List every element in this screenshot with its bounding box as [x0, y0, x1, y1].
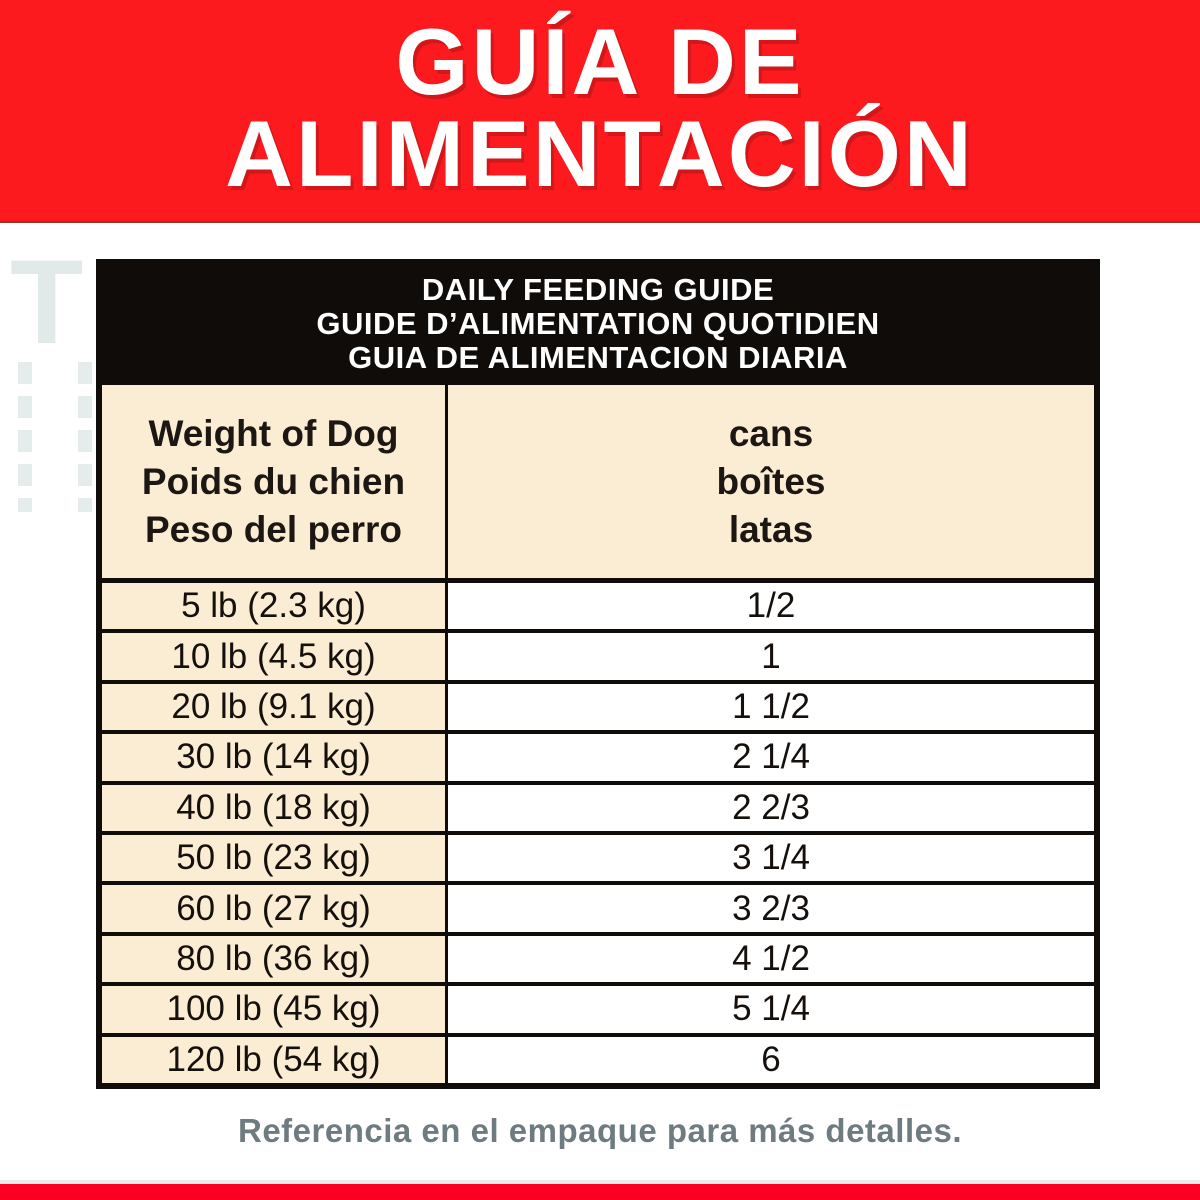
bottom-red-strip — [0, 1180, 1200, 1200]
cans-cell: 1 — [448, 633, 1094, 679]
column-header-cans — [448, 385, 1094, 578]
table-body — [102, 583, 1094, 1083]
cans-cell: 1/2 — [448, 583, 1094, 629]
table-row — [102, 982, 1094, 1032]
table-row — [102, 1033, 1094, 1083]
cans-header-es: latas — [728, 508, 814, 550]
cans-header-en: cans — [728, 412, 814, 454]
table-row — [102, 881, 1094, 931]
cans-cell: 4 1/2 — [448, 936, 1094, 982]
cans-cell: 2 2/3 — [448, 785, 1094, 831]
weight-header-fr: Poids du chien — [141, 460, 406, 502]
banner — [0, 0, 1200, 223]
table-row — [102, 781, 1094, 831]
weight-cell: 5 lb (2.3 kg) — [102, 583, 448, 629]
table-title-en: DAILY FEEDING GUIDE — [421, 272, 775, 307]
weight-cell: 120 lb (54 kg) — [102, 1037, 448, 1083]
weight-cell: 20 lb (9.1 kg) — [102, 684, 448, 730]
cans-cell: 3 2/3 — [448, 885, 1094, 931]
table-row — [102, 831, 1094, 881]
feeding-table — [96, 259, 1100, 1089]
weight-header-es: Peso del perro — [144, 508, 403, 550]
table-title — [102, 265, 1094, 385]
table-row — [102, 583, 1094, 629]
weight-cell: 50 lb (23 kg) — [102, 835, 448, 881]
banner-title-line1: GUÍA DE — [395, 9, 805, 114]
weight-cell: 60 lb (27 kg) — [102, 885, 448, 931]
weight-cell: 10 lb (4.5 kg) — [102, 633, 448, 679]
weight-cell: 40 lb (18 kg) — [102, 785, 448, 831]
cans-cell: 2 1/4 — [448, 734, 1094, 780]
weight-header-en: Weight of Dog — [148, 412, 399, 454]
table-title-es: GUIA DE ALIMENTACION DIARIA — [348, 340, 848, 375]
table-row — [102, 730, 1094, 780]
watermark-glyph: T — [10, 235, 114, 369]
cans-cell: 1 1/2 — [448, 684, 1094, 730]
weight-cell: 100 lb (45 kg) — [102, 986, 448, 1032]
cans-header-fr: boîtes — [716, 460, 826, 502]
banner-title-line2: ALIMENTACIÓN — [225, 101, 975, 206]
table-title-fr: GUIDE D’ALIMENTATION QUOTIDIEN — [316, 306, 880, 341]
table-row — [102, 629, 1094, 679]
cans-cell: 5 1/4 — [448, 986, 1094, 1032]
column-header-weight — [102, 385, 448, 578]
cans-cell: 3 1/4 — [448, 835, 1094, 881]
cans-cell: 6 — [448, 1037, 1094, 1083]
weight-cell: 80 lb (36 kg) — [102, 936, 448, 982]
column-headers — [102, 385, 1094, 583]
table-row — [102, 932, 1094, 982]
table-row — [102, 680, 1094, 730]
weight-cell: 30 lb (14 kg) — [102, 734, 448, 780]
footer-note: Referencia en el empaque para más detalles. — [238, 1112, 962, 1149]
